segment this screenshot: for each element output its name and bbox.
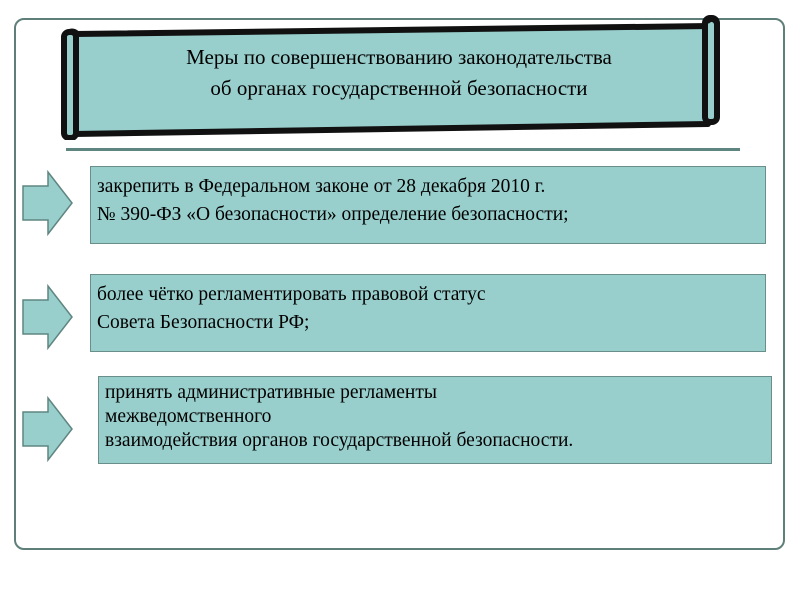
divider-line: [66, 148, 740, 151]
measure-box-2: [90, 274, 766, 352]
banner-title-line-1: Меры по совершенствованию законодательства: [186, 45, 612, 69]
measure-2-line-2: Совета Безопасности РФ;: [97, 312, 310, 333]
banner-title: [84, 42, 714, 104]
measure-3-line-3: взаимодействия органов государственной безопасности.: [105, 430, 574, 451]
measure-3-line-1: принять административные регламенты: [105, 382, 437, 403]
banner-title-line-2: об органах государственной безопасности: [210, 76, 588, 100]
measure-2-line-1: более чётко регламентировать правовой статус: [97, 284, 486, 305]
measure-3-line-2: межведомственного: [105, 406, 272, 427]
right-arrow-icon: [22, 396, 74, 462]
measure-1-line-1: закрепить в Федеральном законе от 28 декабря 2010 г.: [97, 176, 546, 197]
measure-box-3: [98, 376, 772, 464]
measure-1-line-2: № 390-ФЗ «О безопасности» определение безопасности;: [97, 204, 569, 225]
right-arrow-icon: [22, 284, 74, 350]
measure-box-1: [90, 166, 766, 244]
right-arrow-icon: [22, 170, 74, 236]
